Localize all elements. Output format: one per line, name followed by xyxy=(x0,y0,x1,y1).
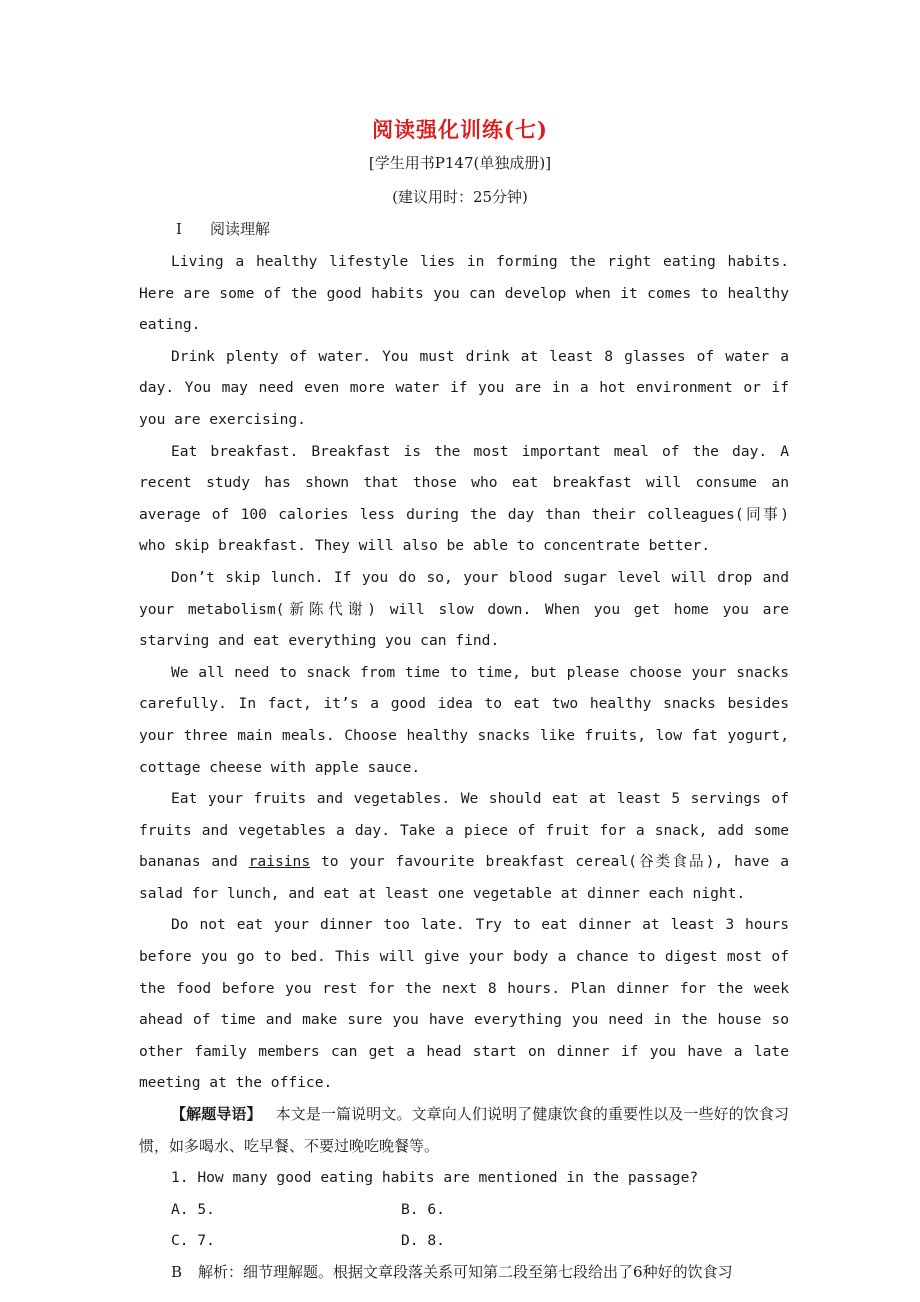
source-note: [学生用书P147(单独成册)] xyxy=(368,154,552,172)
paragraph-6-part-2: to your favourite breakfast cereal(谷类食品), have a salad for lunch, and eat at least one vegetable at dinner each night. xyxy=(139,853,789,902)
guide-text: 本文是一篇说明文。文章向人们说明了健康饮食的重要性以及一些好的饮食习惯，如多喝水、吃早餐、不要过晚吃晚餐等。 xyxy=(139,1105,789,1155)
guide-tag: 【解题导语】 xyxy=(171,1105,262,1124)
question-1-options-row-1 xyxy=(139,1194,789,1226)
paragraph-7: Do not eat your dinner too late. Try to eat dinner at least 3 hours before you go to bed. This will give your body a chance to digest most of the food before you rest for the next 8 hours. Plan dinner for the week ahead of time and make sure you have everything you need in the house so other family members can get a head start on dinner if you have a late meeting at the office. xyxy=(139,916,789,1092)
passage-body xyxy=(139,246,789,1289)
paragraph-6 xyxy=(139,783,789,909)
option-d: D. 8. xyxy=(401,1232,445,1250)
section-number: Ⅰ xyxy=(176,220,182,238)
section-label: 阅读理解 xyxy=(209,220,270,238)
question-1-options-row-2 xyxy=(139,1225,789,1257)
paragraph-4: Don’t skip lunch. If you do so, your blood sugar level will drop and your metabolism(新陈代谢) will slow down. When you get home you are starving and eat everything you can find. xyxy=(139,568,789,650)
answer-analysis xyxy=(139,1257,789,1289)
question-1-stem: 1. How many good eating habits are mentioned in the passage? xyxy=(171,1169,699,1187)
reading-guide xyxy=(139,1099,789,1162)
analysis-text: 解析：细节理解题。根据文章段落关系可知第二段至第七段给出了6种好的饮食习 xyxy=(198,1263,733,1281)
option-c: C. 7. xyxy=(171,1232,215,1250)
underlined-word: raisins xyxy=(248,853,311,871)
option-b: B. 6. xyxy=(401,1200,445,1218)
answer-letter: B xyxy=(171,1263,183,1281)
suggested-time: (建议用时：25分钟) xyxy=(392,188,528,206)
section-heading xyxy=(176,218,270,239)
paragraph-6-part-1: Eat your fruits and vegetables. We should eat at least 5 servings of fruits and vegetables a day. Take a piece of fruit for a snack, add some bananas and xyxy=(139,790,789,871)
option-a: A. 5. xyxy=(171,1200,215,1218)
page-title: 阅读强化训练(七) xyxy=(372,117,548,142)
paragraph-2: Drink plenty of water. You must drink at least 8 glasses of water a day. You may need even more water if you are in a hot environment or if you are exercising. xyxy=(139,347,789,428)
paragraph-5: We all need to snack from time to time, but please choose your snacks carefully. In fact, it’s a good idea to eat two healthy snacks besides your three main meals. Choose healthy snacks like fruits, low fat yogurt, cottage cheese with apple sauce. xyxy=(139,663,789,776)
paragraph-3: Eat breakfast. Breakfast is the most important meal of the day. A recent study has shown that those who eat breakfast will consume an average of 100 calories less during the day than their colleagues(同事) who skip breakfast. They will also be able to concentrate better. xyxy=(139,442,789,555)
paragraph-1: Living a healthy lifestyle lies in forming the right eating habits. Here are some of the good habits you can develop when it comes to healthy eating. xyxy=(139,253,789,334)
